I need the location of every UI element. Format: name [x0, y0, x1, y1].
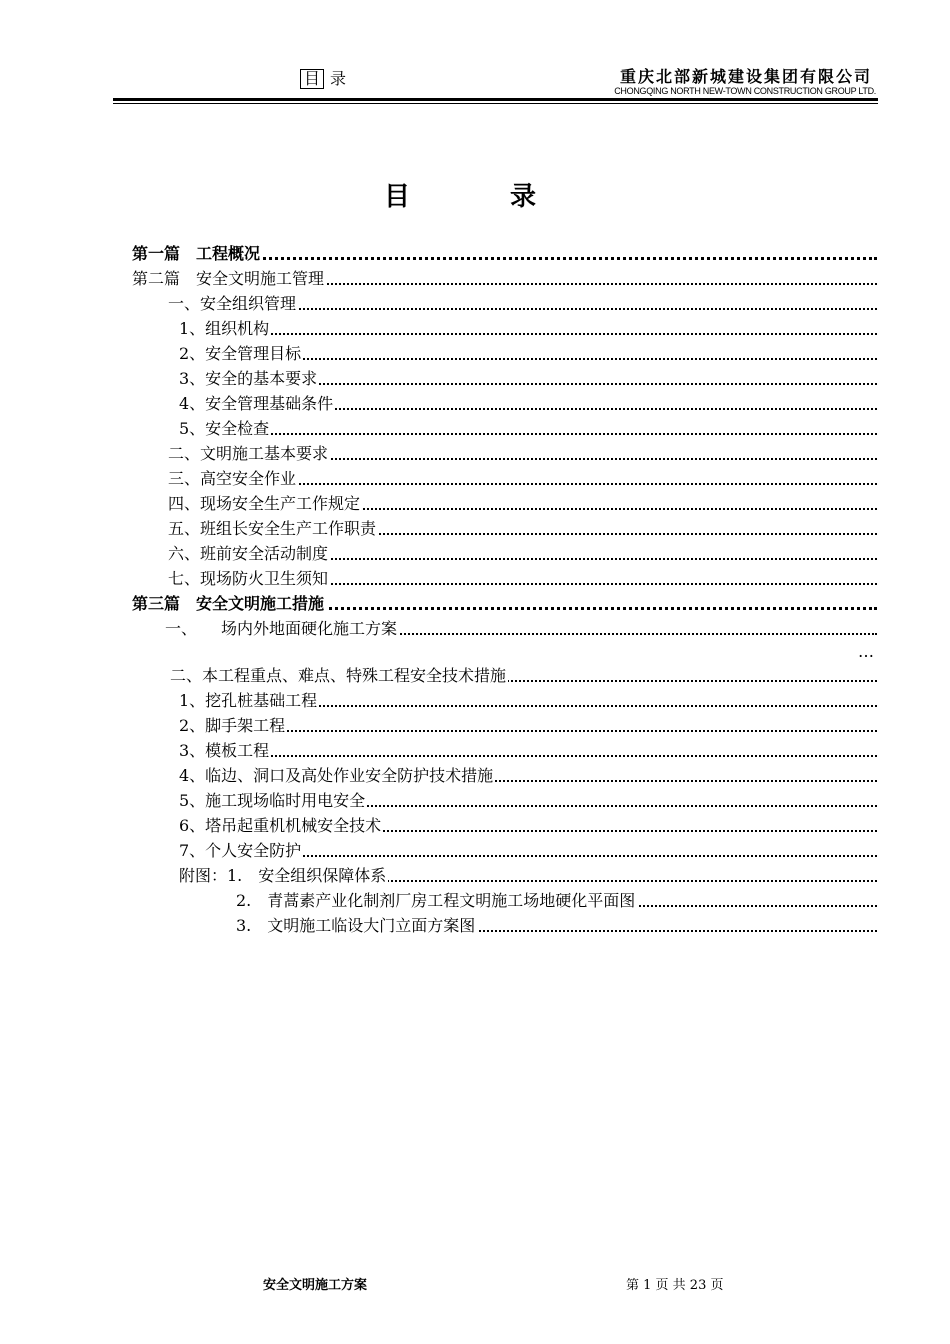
toc-entry: 1、挖孔桩基础工程 [179, 689, 877, 713]
company-name-en: CHONGQING NORTH NEW-TOWN CONSTRUCTION GROUP LTD. [614, 86, 876, 96]
toc-entry: 附图：1. 安全组织保障体系 [179, 864, 877, 888]
toc-entry: 5、施工现场临时用电安全 [179, 789, 877, 813]
header-text-char: 录 [330, 69, 351, 88]
toc-entry: 七、现场防火卫生须知 [168, 567, 877, 591]
toc-entry: 一、安全组织管理 [168, 292, 877, 316]
toc-entry: 一、 场内外地面硬化施工方案 [165, 617, 877, 641]
page-title: 目录 [383, 182, 636, 212]
toc-entry: 4、安全管理基础条件 [179, 392, 877, 416]
header-box-char: 目 [300, 69, 324, 89]
toc-entry: 3、模板工程 [179, 739, 877, 763]
toc-entry: 二、本工程重点、难点、特殊工程安全技术措施 [170, 664, 877, 688]
toc-entry: 2、安全管理目标 [179, 342, 877, 366]
toc-entry-continuation: … [858, 642, 874, 661]
toc-entry: 2. 青蒿素产业化制剂厂房工程文明施工场地硬化平面图 [236, 889, 877, 913]
toc-entry: 五、班组长安全生产工作职责 [168, 517, 877, 541]
header-section-label [300, 66, 350, 89]
toc-entry: 3、安全的基本要求 [179, 367, 877, 391]
toc-entry: 4、临边、洞口及高处作业安全防护技术措施 [179, 764, 877, 788]
header-rule-thin [113, 103, 878, 104]
toc-entry: 1、组织机构 [179, 317, 877, 341]
toc-entry: 四、现场安全生产工作规定 [168, 492, 877, 516]
company-name-cn: 重庆北部新城建设集团有限公司 [619, 67, 872, 86]
toc-entry: 2、脚手架工程 [179, 714, 877, 738]
header-rule-thick [113, 98, 878, 101]
toc-entry: 5、安全检查 [179, 417, 877, 441]
toc-entry: 3. 文明施工临设大门立面方案图 [236, 914, 877, 938]
toc-entry: 7、个人安全防护 [179, 839, 877, 863]
toc-entry: 六、班前安全活动制度 [168, 542, 877, 566]
toc-entry: 6、塔吊起重机机械安全技术 [179, 814, 877, 838]
footer-page-number: 第 1 页 共 23 页 [626, 1278, 724, 1293]
toc-entry: 第二篇 安全文明施工管理 [132, 267, 877, 291]
toc-entry: 第三篇 安全文明施工措施 [132, 592, 877, 616]
toc-entry: 三、高空安全作业 [168, 467, 877, 491]
footer-document-title: 安全文明施工方案 [263, 1278, 368, 1293]
toc-entry: 二、文明施工基本要求 [168, 442, 877, 466]
toc-entry: 第一篇 工程概况 [132, 242, 877, 266]
